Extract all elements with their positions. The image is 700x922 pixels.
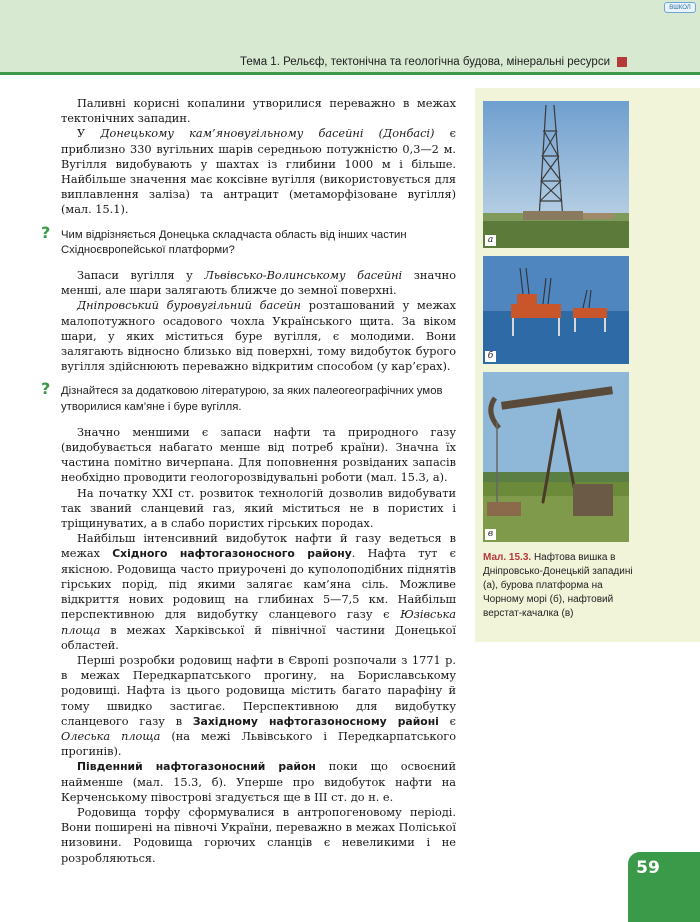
paragraph-7: Найбільш інтенсивний видобуток нафти й газу ведеться в межах Східного нафтогазоносного району. Нафта тут є якісною. Родовища часто приурочені до куполоподібних піднятів гірських порід, під якими залягає кам’яна сіль. Можливе відкриття нових родовищ на глибинах 5—7,5 км. Найбільш перспективною для видобутку сланцевого газу є Юзівська площа в межах Харківської й північної частини Донецької областей.	[61, 532, 456, 652]
caption-label: Мал. 15.3.	[483, 552, 532, 563]
paragraph-3: Запаси вугілля у Львівсько-Волинському басейні значно менші, але шари залягають ближче до земної поверхні.	[61, 269, 456, 298]
oleska-term: Олеська площа	[61, 729, 161, 743]
question-1-text: Чим відрізняється Донецька складчаста область від інших частин Східноєвропейської платформи?	[61, 228, 407, 256]
paragraph-6: На початку XXI ст. розвиток технологій дозволив видобувати так званий сланцевий газ, який міститься не в пористих і тріщинуватих, а в слабо пористих гірських породах.	[61, 486, 456, 531]
photo-pump-jack	[483, 372, 629, 542]
header-divider	[0, 72, 700, 75]
drilling-platform-image	[483, 256, 629, 364]
donbas-term: Донецькому кам’яновугільному басейні (Донбасі)	[100, 127, 435, 141]
yuzivska-term: Юзівська площа	[61, 608, 456, 637]
topic-title: Тема 1. Рельєф, тектонічна та геологічна будова, мінеральні ресурси	[240, 56, 610, 68]
publisher-logo[interactable]: ВШКОЛ	[664, 2, 696, 13]
pump-jack-image	[483, 372, 629, 542]
question-1	[41, 222, 456, 258]
question-2-text: Дізнайтеся за додатковою літературою, за яких палеогеографічних умов утворилися кам’яне і буре вугілля.	[61, 385, 443, 413]
western-region-term: Західному нафтогазоносному районі	[192, 714, 439, 728]
eastern-region-term: Східного нафтогазоносного району	[112, 547, 352, 561]
paragraph-2: У Донецькому кам’яновугільному басейні (Донбасі) є приблизно 330 вугільних шарів середньою потужністю 0,3—2 м. Вугілля видобувають у шахтах із глибини 1000 м і більше. Найбільше значення має коксівне вугілля (використовується для виплавлення заліза) та антрацит (метаморфізоване вугілля) (мал. 15.1).	[61, 127, 456, 217]
page-number: 59	[636, 858, 660, 878]
paragraph-10: Родовища торфу сформувалися в антропогеновому періоді. Вони поширені на півночі України, переважно в межах Поліської низовини. Родовища горючих сланців є невеликими і не розробляються.	[61, 805, 456, 865]
question-mark-icon: ?	[41, 222, 51, 242]
photo-drilling-platform	[483, 256, 629, 364]
oil-derrick-image	[483, 101, 629, 248]
caption-text: Нафтова вишка в Дніпровсько-Донецькій западині (а), бурова платформа на Чорному морі (б), нафтовий верстат-качалка (в)	[483, 552, 633, 619]
paragraph-8: Перші розробки родовищ нафти в Європі розпочали з 1771 р. в межах Передкарпатського прогину, на Бориславському родовищі. Нафта із цього родовища містить багато парафіну й тому швидко застигає. Перспективною для видобутку сланцевого газу в Західному нафтогазоносному районі є Олеська площа (на межі Львівського і Передкарпатського прогинів).	[61, 653, 457, 759]
question-mark-icon: ?	[41, 379, 51, 399]
dnipro-basin-term: Дніпровський буровугільний басейн	[77, 299, 301, 313]
southern-region-term: Південний нафтогазоносний район	[77, 760, 316, 774]
photo-oil-derrick	[483, 101, 629, 248]
paragraph-5: Значно меншими є запаси нафти та природного газу (видобувається набагато менше від потреб країни). Значна їх частина помітно вичерпана. Для поповнення розвіданих запасів необхідно проводити геологорозвідувальні роботи (мал. 15.3, а).	[61, 425, 456, 485]
photo-label-c: в	[485, 529, 496, 540]
figure-caption	[483, 551, 633, 621]
photo-label-b: б	[485, 351, 496, 362]
lviv-volyn-term: Львівсько-Волинському басейні	[204, 269, 403, 283]
paragraph-4: Дніпровський буровугільний басейн розташований у межах малопотужного осадового чохла Українського щита. За віком шари, у яких міститься буре вугілля, є молодими. Вони залягають відносно близько від поверхні, тому видобуток бурого вугілля здійснюють переважно відкритим способом (у кар’єрах).	[61, 299, 456, 374]
header-marker-icon	[617, 57, 627, 67]
main-text	[41, 96, 457, 866]
photo-label-a: а	[485, 235, 496, 246]
paragraph-1: Паливні корисні копалини утворилися переважно в межах тектонічних западин.	[61, 97, 456, 126]
question-2	[41, 379, 456, 414]
paragraph-9: Південний нафтогазоносний район поки що освоєний найменше (мал. 15.3, б). Уперше про видобуток нафти на Керченському півострові згадується ще в III ст. до н. е.	[61, 760, 456, 804]
